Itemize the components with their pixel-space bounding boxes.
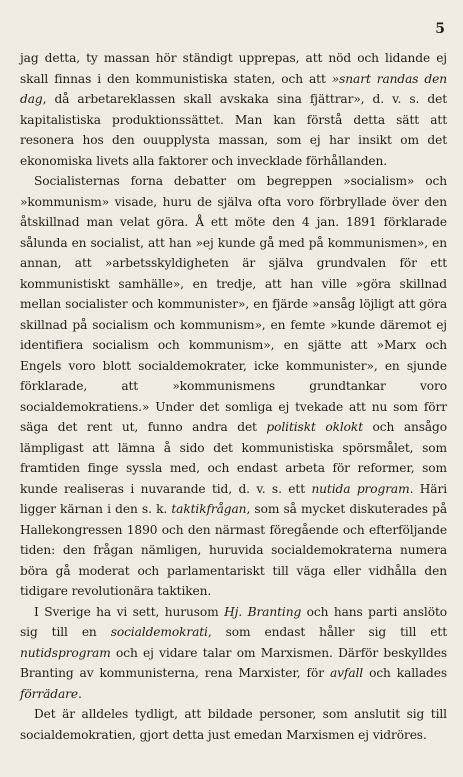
italic-text: avfall: [329, 666, 364, 680]
italic-text: nutida program: [311, 481, 410, 496]
paragraph: [20, 704, 447, 745]
body-text: [20, 48, 447, 745]
italic-text: politiskt oklokt: [266, 420, 363, 434]
text-run: och ej vidare talar om Marxismen. Därför beskylldes Branting av kommunisterna, rena Marxister, för: [20, 645, 447, 680]
paragraph: [20, 48, 447, 171]
paragraph: [20, 171, 447, 602]
text-run: och ansågo lämpligast att lämna å sido det kommunistiska spörsmålet, som framtiden finge syssla med, och endast arbeta för reformer, som kunde realiseras i nuvarande tid, d. v. s. ett: [20, 420, 447, 496]
italic-text: »snart randas den dag: [20, 71, 447, 106]
text-run: , som endast håller sig till ett: [207, 625, 448, 639]
italic-text: socialdemokrati: [110, 625, 208, 639]
text-run: Det är alldeles tydligt, att bildade personer, som anslutit sig till socialdemokratien, gjort detta just emedan Marxismen ej vidröres.: [20, 707, 447, 742]
text-run: , som så mycket diskuterades på Hallekongressen 1890 och den närmast föregående och efterföljande tiden: den frågan nämligen, huruvida socialdemokraterna numera böra gå moderat och parlamentariskt till väga eller vidhålla den tidigare revolutionära taktiken.: [20, 502, 447, 598]
italic-text: Hj. Branting: [224, 604, 302, 619]
text-run: och kallades: [363, 666, 447, 680]
text-run: Socialisternas forna debatter om begreppen »socialism» och »kommunism» visade, huru de själva ofta voro förbryllade över den åtskillnad man velat göra. Å ett möte den 4 jan. 1891 förklarade sålunda en socialist, att han »ej kunde gå med på kommunismen», en annan, att »arbetsskyldigheten är själva grundvalen för ett kommunistiskt samhälle», en tredje, att han ville »göra skillnad mellan socialister och kommunister», en fjärde »ansåg löjligt att göra skillnad på socialism och kommunism», en femte »kunde däremot ej identifiera socialism och kommunism», en sjätte att »Marx och Engels voro blott socialdemokrater, icke kommunister», en sjunde förklarade, att »kommunismens grundtankar voro socialdemokratiens.» Under det somliga ej tvekade att nu som förr säga det rent ut, funno andra det: [20, 174, 447, 434]
text-run: jag detta, ty massan hör ständigt upprepas, att nöd och lidande ej skall finnas i den kommunistiska staten, och att: [20, 51, 447, 86]
text-run: I Sverige ha vi sett, hurusom: [34, 604, 225, 619]
italic-text: nutidsprogram: [20, 645, 111, 660]
italic-text: förrädare: [20, 686, 78, 701]
text-run: , då arbetareklassen skall avskaka sina fjättrar», d. v. s. det kapitalistiska produktionssättet. Man kan förstå detta sätt att resonera hos den ouupplysta massan, som ej har insikt om det ekonomiska livets alla faktorer och invecklade förhållanden.: [20, 92, 447, 168]
paragraph: [20, 602, 447, 705]
text-run: . Häri ligger kärnan i den s. k.: [20, 481, 447, 516]
italic-text: taktikfrågan: [171, 502, 247, 516]
text-run: och hans parti anslöto sig till en: [20, 604, 447, 639]
text-run: .: [77, 686, 82, 701]
page-number: 5: [435, 21, 445, 37]
